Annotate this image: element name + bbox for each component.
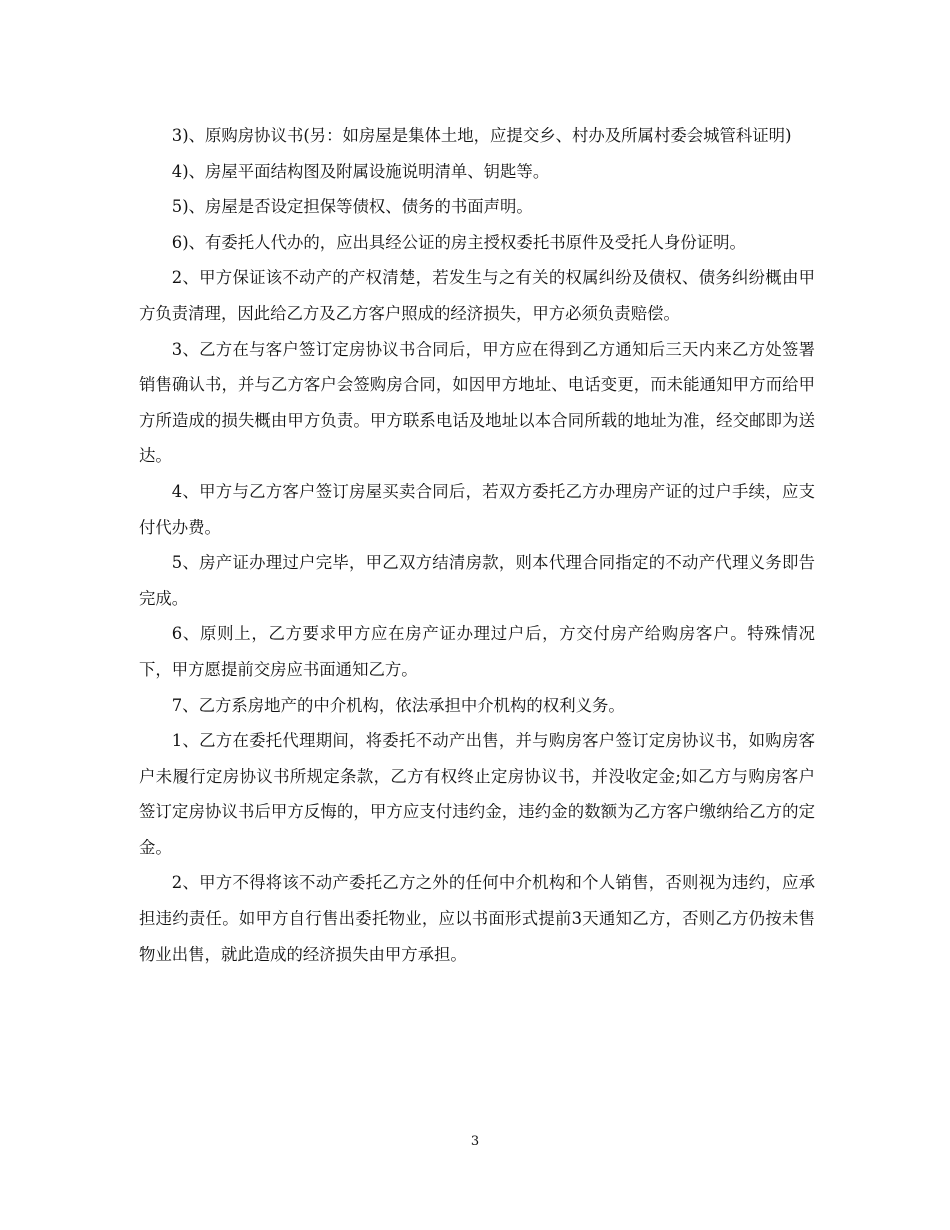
- paragraph: 4)、房屋平面结构图及附属设施说明清单、钥匙等。: [171, 161, 550, 181]
- document-body: [139, 118, 815, 972]
- paragraph: 5、房产证办理过户完毕，甲乙双方结清房款，则本代理合同指定的不动产代理义务即告完成。: [139, 553, 815, 608]
- paragraph: 1、乙方在委托代理期间，将委托不动产出售，并与购房客户签订定房协议书，如购房客户未履行定房协议书所规定条款，乙方有权终止定房协议书，并没收定金;如乙方与购房客户签订定房协议书后甲方反悔的，甲方应支付违约金，违约金的数额为乙方客户缴纳给乙方的定金。: [139, 731, 815, 857]
- page-number: 3: [470, 1134, 480, 1149]
- paragraph: 5)、房屋是否设定担保等债权、债务的书面声明。: [171, 197, 533, 217]
- paragraph: 2、甲方保证该不动产的产权清楚，若发生与之有关的权属纠纷及债权、债务纠纷概由甲方负责清理，因此给乙方及乙方客户照成的经济损失，甲方必须负责赔偿。: [139, 268, 815, 323]
- paragraph: 7、乙方系房地产的中介机构，依法承担中介机构的权利义务。: [171, 695, 625, 715]
- paragraph: 6)、有委托人代办的，应出具经公证的房主授权委托书原件及受托人身份证明。: [171, 232, 746, 252]
- paragraph: 6、原则上，乙方要求甲方应在房产证办理过户后，方交付房产给购房客户。特殊情况下，甲方愿提前交房应书面通知乙方。: [139, 624, 815, 679]
- paragraph: 4、甲方与乙方客户签订房屋买卖合同后，若双方委托乙方办理房产证的过户手续，应支付代办费。: [139, 481, 815, 537]
- paragraph: 2、甲方不得将该不动产委托乙方之外的任何中介机构和个人销售，否则视为违约，应承担违约责任。如甲方自行售出委托物业，应以书面形式提前3天通知乙方，否则乙方仍按未售物业出售，就此造成的经济损失由甲方承担。: [139, 873, 815, 964]
- paragraph: 3)、原购房协议书(另：如房屋是集体土地，应提交乡、村办及所属村委会城管科证明): [171, 126, 792, 145]
- paragraph: 3、乙方在与客户签订定房协议书合同后，甲方应在得到乙方通知后三天内来乙方处签署销售确认书，并与乙方客户会签购房合同，如因甲方地址、电话变更，而未能通知甲方而给甲方所造成的损失概由甲方负责。甲方联系电话及地址以本合同所载的地址为准，经交邮即为送达。: [139, 339, 815, 466]
